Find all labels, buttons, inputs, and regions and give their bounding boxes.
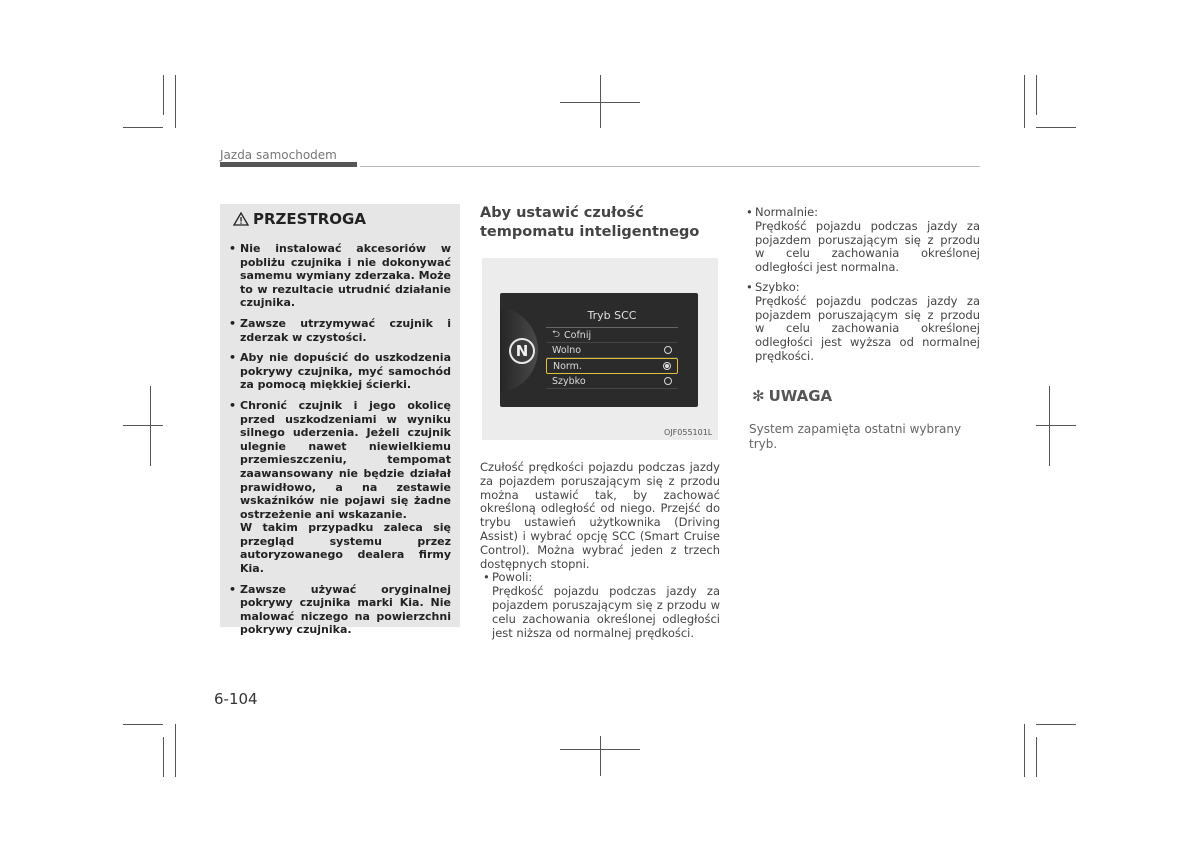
- caution-title: [233, 210, 451, 228]
- radio-icon: [664, 346, 672, 354]
- crop-mark: [1024, 75, 1025, 128]
- gear-indicator: N: [509, 338, 535, 364]
- crop-mark: [123, 127, 163, 128]
- bullet-text: Prędkość pojazdu podczas jazdy za pojazdem poruszającym się z przodu w celu zachowania określonej odległości jest niższa od normalnej prędkości.: [492, 584, 720, 640]
- section-heading: Aby ustawić czułość tempomatu inteligentnego: [480, 205, 700, 240]
- caution-title-text: PRZESTROGA: [253, 210, 366, 228]
- caution-item: • Aby nie dopuścić do uszkodzenia pokrywy czujnika, myć samochód za pomocą miękkiej ścierki.: [229, 351, 451, 392]
- crop-mark: [600, 736, 601, 776]
- menu-title: Tryb SCC: [546, 309, 678, 328]
- bullet-normal: [743, 206, 980, 275]
- crop-mark: [175, 75, 176, 128]
- crop-mark: [163, 737, 164, 777]
- crop-mark: [1036, 737, 1037, 777]
- right-text: [743, 206, 980, 370]
- caution-item-extra: W takim przypadku zaleca się przegląd systemu przez autoryzowanego dealera firmy Kia.: [240, 521, 451, 576]
- caution-item-text: Chronić czujnik i jego okolicę przed uszkodzeniami w wyniku silnego uderzenia. Jeżeli czujnik ulegnie nawet niewielkiemu przemieszczeniu, tempomat zaawansowany nie będzie działał prawidłowo, a na zestawie wskaźników nie pojawi się żadne ostrzeżenie ani wskazanie.: [240, 398, 451, 521]
- menu-option-normal[interactable]: [546, 358, 678, 374]
- crop-mark: [1024, 724, 1025, 777]
- menu-option-slow[interactable]: [546, 343, 678, 358]
- note-text: System zapamięta ostatni wybrany tryb.: [749, 422, 962, 451]
- crop-mark: [600, 75, 601, 128]
- menu-option-fast[interactable]: [546, 374, 678, 389]
- section-header: Jazda samochodem: [220, 148, 337, 162]
- crop-mark: [1036, 75, 1037, 115]
- caution-item: • Nie instalować akcesoriów w pobliżu czujnika i nie dokonywać samemu wymiany zderzaka. Może to w rezultacie utrudnić działanie czujnika.: [229, 242, 451, 310]
- caution-box: [220, 204, 460, 637]
- crop-mark: [123, 724, 163, 725]
- crop-mark: [1036, 425, 1076, 426]
- caution-item: • Zawsze utrzymywać czujnik i zderzak w czystości.: [229, 317, 451, 344]
- crop-mark: [1049, 386, 1050, 466]
- caution-item: • Zawsze używać oryginalnej pokrywy czujnika marki Kia. Nie malować niczego na powierzchni pokrywy czujnika.: [229, 583, 451, 637]
- scc-menu: [546, 309, 678, 389]
- caution-list: [229, 242, 451, 637]
- menu-back[interactable]: [546, 328, 678, 343]
- back-arrow-icon: ⮌: [552, 328, 561, 340]
- header-bar: [220, 162, 357, 167]
- option-label: Norm.: [553, 360, 582, 372]
- radio-selected-icon: [663, 362, 671, 370]
- crop-mark: [123, 425, 163, 426]
- body-text: [480, 461, 720, 640]
- note-title: [752, 387, 832, 405]
- bullet-fast: [743, 281, 980, 364]
- bullet-text: Prędkość pojazdu podczas jazdy za pojazdem poruszającym się z przodu w celu zachowania określonej odległości jest wyższa od normalnej prędkości.: [755, 293, 980, 363]
- crop-mark: [150, 386, 151, 466]
- bullet-text: Prędkość pojazdu podczas jazdy za pojazdem poruszającym się z przodu w celu zachowania określonej odległości jest normalna.: [755, 218, 980, 275]
- bullet-slow: [480, 571, 720, 640]
- caution-item: [229, 399, 451, 576]
- bullet-label: • Szybko:: [755, 279, 800, 294]
- intro-paragraph: Czułość prędkości pojazdu podczas jazdy za pojazdem poruszającym się z przodu można ustawić tak, by zachować określoną odległość od niego. Przejść do trybu ustawień użytkownika (Driving Assist) i wybrać opcję SCC (Smart Cruise Control). Można wybrać jeden z trzech dostępnych stopni.: [480, 460, 720, 571]
- option-label: Szybko: [552, 375, 586, 387]
- warning-icon: [233, 212, 249, 226]
- option-label: Wolno: [552, 344, 582, 356]
- radio-icon: [664, 377, 672, 385]
- crop-mark: [1036, 724, 1076, 725]
- bullet-label: • Normalnie:: [755, 205, 819, 219]
- header-divider: [360, 166, 980, 167]
- asterisk-icon: ✻: [752, 387, 765, 405]
- figure-code: OJF055101L: [664, 428, 713, 437]
- bullet-label: • Powoli:: [492, 570, 533, 585]
- page-number: 6-104: [214, 690, 258, 708]
- crop-mark: [1036, 127, 1076, 128]
- back-label: Cofnij: [564, 329, 592, 341]
- crop-mark: [163, 75, 164, 115]
- cluster-display: [500, 293, 698, 407]
- note-title-text: UWAGA: [768, 387, 833, 405]
- crop-mark: [175, 724, 176, 777]
